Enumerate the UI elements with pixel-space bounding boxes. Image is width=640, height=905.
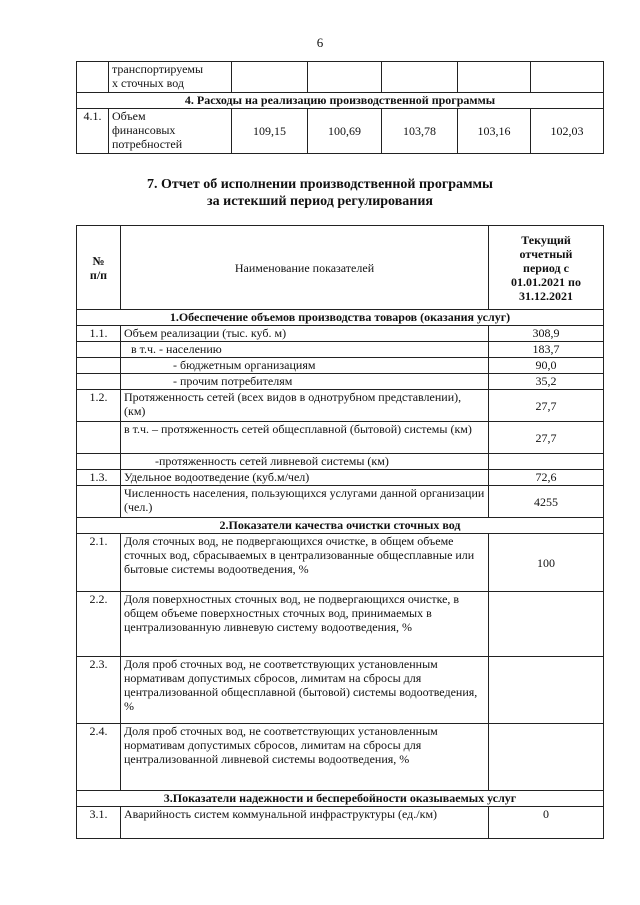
value-cell (489, 724, 604, 791)
section-row (77, 791, 604, 807)
table-row (77, 454, 604, 470)
row-label: Численность населения, пользующихся услугами данной организации (чел.) (121, 486, 489, 518)
row-label: Доля сточных вод, не подвергающихся очистке, в общем объеме сточных вод, сбрасываемых в централизованные общесплавные или бытовые системы водоотведения, % (121, 534, 489, 592)
value-cell (489, 657, 604, 724)
value-cell: 103,16 (458, 109, 531, 154)
section-row (77, 518, 604, 534)
section-title: 2.Показатели качества очистки сточных вод (77, 518, 604, 534)
table-row (77, 807, 604, 839)
row-label: в т.ч. - населению (121, 342, 489, 358)
value-cell: 4255 (489, 486, 604, 518)
table-row (77, 470, 604, 486)
row-label: Объем финансовых потребностей (109, 109, 232, 154)
row-label: Протяженность сетей (всех видов в однотрубном представлении), (км) (121, 390, 489, 422)
value-cell: 100,69 (308, 109, 382, 154)
value-cell (489, 592, 604, 657)
row-label: Доля поверхностных сточных вод, не подвергающихся очистке, в общем объеме поверхностных сточных вод, принимаемых в централизованную ливневую систему водоотведения, % (121, 592, 489, 657)
table-row (77, 534, 604, 592)
table-row (77, 374, 604, 390)
row-number: 2.1. (77, 534, 121, 592)
header-row (77, 226, 604, 310)
value-cell: 103,78 (382, 109, 458, 154)
value-cell: 100 (489, 534, 604, 592)
table-row (77, 422, 604, 454)
table-row (77, 109, 604, 154)
row-label: транспортируемы х сточных вод (109, 62, 232, 93)
section-title: 3.Показатели надежности и бесперебойности оказываемых услуг (77, 791, 604, 807)
row-label: Аварийность систем коммунальной инфраструктуры (ед./км) (121, 807, 489, 839)
value-cell: 0 (489, 807, 604, 839)
table-row (77, 62, 604, 93)
table-row (77, 592, 604, 657)
row-label: Удельное водоотведение (куб.м/чел) (121, 470, 489, 486)
row-label: Объем реализации (тыс. куб. м) (121, 326, 489, 342)
row-number: 1.1. (77, 326, 121, 342)
value-cell: 72,6 (489, 470, 604, 486)
value-cell: 27,7 (489, 422, 604, 454)
row-label: - бюджетным организациям (121, 358, 489, 374)
value-cell: 102,03 (531, 109, 604, 154)
value-cell: 308,9 (489, 326, 604, 342)
row-label: Доля проб сточных вод, не соответствующих установленным нормативам допустимых сбросов, лимитам на сбросы для централизованной общесплавной (бытовой) системы водоотведения, % (121, 657, 489, 724)
row-label: -протяженность сетей ливневой системы (км) (121, 454, 489, 470)
table-row (77, 358, 604, 374)
section-row (77, 310, 604, 326)
value-cell: 183,7 (489, 342, 604, 358)
row-label: Доля проб сточных вод, не соответствующих установленным нормативам допустимых сбросов, лимитам на сбросы для централизованной ливневой системы водоотведения, % (121, 724, 489, 791)
row-number: 3.1. (77, 807, 121, 839)
value-cell: 27,7 (489, 390, 604, 422)
row-number: 4.1. (77, 109, 109, 154)
table-row (77, 342, 604, 358)
table-row (77, 326, 604, 342)
table-row (77, 724, 604, 791)
expenses-table (76, 61, 604, 154)
row-number: 1.2. (77, 390, 121, 422)
report-title: 7. Отчет об исполнении производственной программы за истекший период регулирования (146, 177, 493, 209)
header-period: Текущий отчетный период с 01.01.2021 по 31.12.2021 (489, 226, 604, 310)
header-number: № п/п (77, 226, 121, 310)
row-label: в т.ч. – протяженность сетей общесплавной (бытовой) системы (км) (121, 422, 489, 454)
table-row (77, 657, 604, 724)
value-cell: 109,15 (232, 109, 308, 154)
section-title: 1.Обеспечение объемов производства товаров (оказания услуг) (77, 310, 604, 326)
section-title: 4. Расходы на реализацию производственной программы (77, 93, 604, 109)
value-cell (489, 454, 604, 470)
row-label: - прочим потребителям (121, 374, 489, 390)
row-number: 2.3. (77, 657, 121, 724)
table-row (77, 390, 604, 422)
report-table (76, 225, 604, 839)
section-row (77, 93, 604, 109)
header-name: Наименование показателей (121, 226, 489, 310)
table-row (77, 486, 604, 518)
row-number: 2.2. (77, 592, 121, 657)
value-cell: 35,2 (489, 374, 604, 390)
page-number: 6 (316, 35, 324, 50)
row-number: 1.3. (77, 470, 121, 486)
row-number: 2.4. (77, 724, 121, 791)
value-cell: 90,0 (489, 358, 604, 374)
